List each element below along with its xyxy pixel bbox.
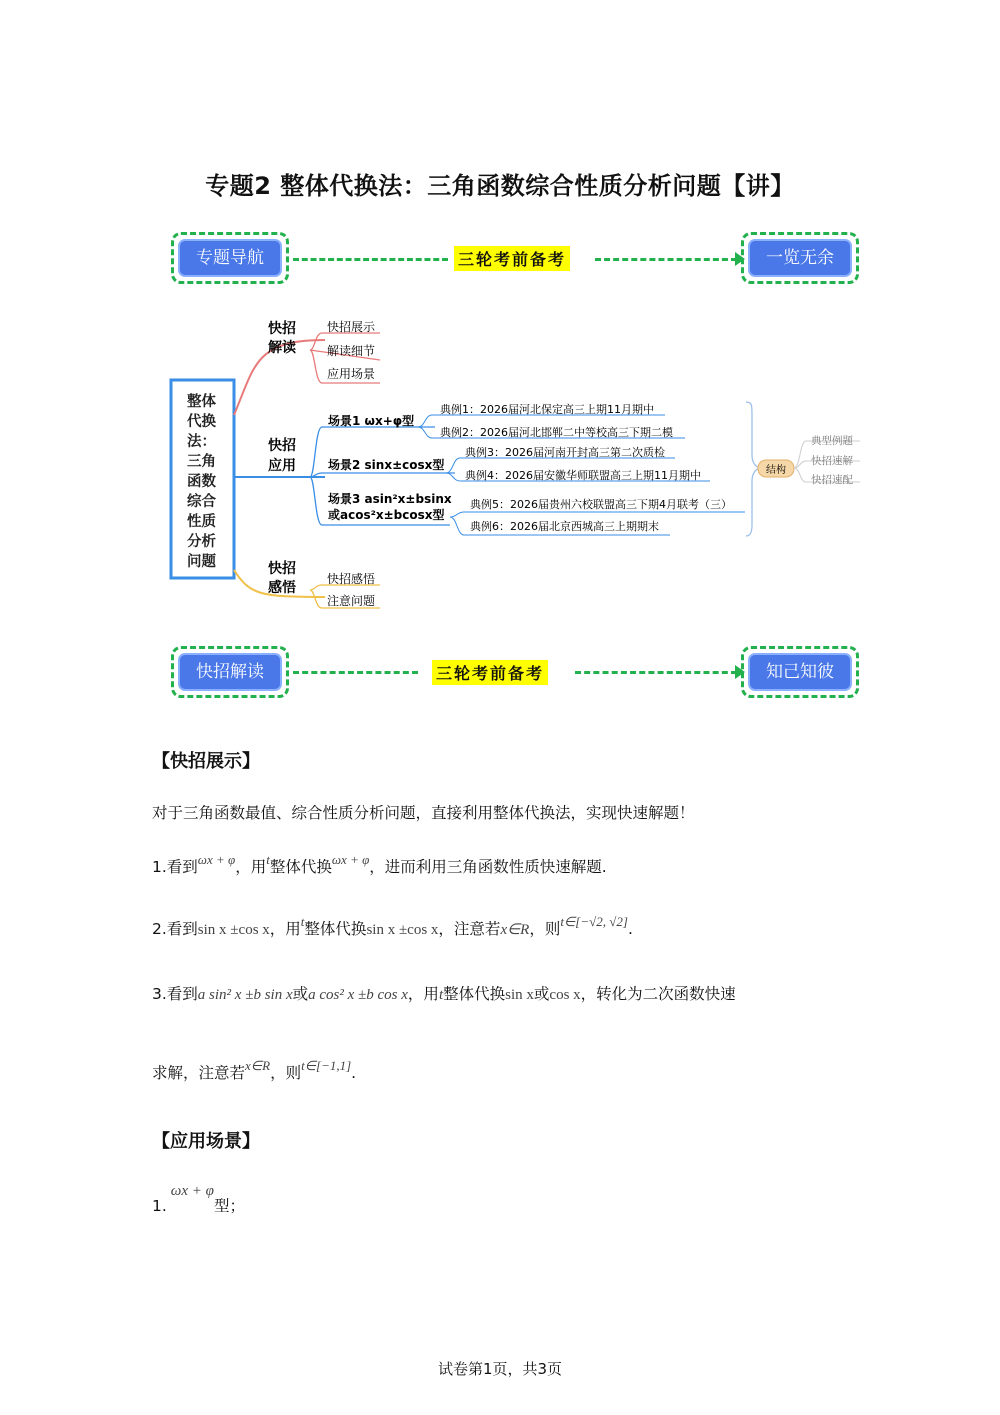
- nav-dash-line: [595, 258, 737, 261]
- mindmap-root-line: 整体: [187, 394, 216, 410]
- page-title: 专题2 整体代换法：三角函数综合性质分析问题【讲】: [205, 172, 795, 200]
- example-item: 典例3：2026届河南开封高三第二次质检: [465, 446, 665, 459]
- paragraph-5: 1.ωx + φ型；: [152, 1183, 245, 1215]
- nav-overview-button[interactable]: [741, 232, 859, 284]
- nav-interpret-label: 快招解读: [178, 653, 282, 691]
- page-footer: 试卷第1页，共3页: [437, 1360, 563, 1378]
- paragraph-3: 3.看到a sin² x ±b sin x或a cos² x ±b cos x，用t整体代换sin x或cos x，转化为二次函数快速: [152, 985, 736, 1003]
- paragraph-2: 2.看到sin x ±cos x，用$^t$整体代换sin x ±cos x，注意若x∈R，则$^{t\in[-√2, √2]}$.: [152, 914, 633, 938]
- branch1-item: 快招展示: [327, 320, 376, 334]
- scene1-label: 场景1 ωx+φ型: [328, 414, 415, 428]
- branch1-item: 解读细节: [327, 344, 376, 358]
- scene2-label: 场景2 sinx±cosx型: [328, 458, 445, 472]
- branch2-label-line1: 快招: [268, 438, 296, 454]
- structure-item: 快招速解: [811, 455, 853, 467]
- mindmap-root-line: 函数: [187, 474, 216, 490]
- branch1-label-line1: 快招: [268, 321, 296, 337]
- mindmap-root-text: [187, 392, 216, 570]
- branch2-label-line2: 应用: [268, 458, 296, 474]
- paragraph-4: 求解，注意若$^{x\in R}$，则$^{t\in[-1,1]}$.: [152, 1058, 357, 1082]
- paragraph-1: 1.看到$^{\omega x + \varphi}$，用$^t$整体代换$^{\omega x + \varphi}$，进而利用三角函数性质快速解题.: [152, 852, 607, 876]
- nav-dash-line: [293, 258, 448, 261]
- nav-topic-button[interactable]: [171, 232, 289, 284]
- example-item: 典例6：2026届北京西城高三上期期末: [470, 520, 659, 533]
- structure-item: 快招速配: [811, 474, 853, 486]
- branch3-label-line1: 快招: [268, 561, 296, 577]
- branch1-item: 应用场景: [327, 367, 376, 381]
- example-item: 典例4：2026届安徽华师联盟高三上期11月期中: [465, 469, 701, 482]
- section-heading-scenarios: 【应用场景】: [152, 1131, 260, 1152]
- nav-overview-label: 一览无余: [748, 239, 852, 277]
- nav-tag: 三轮考前备考: [432, 660, 548, 685]
- nav-interpret-button[interactable]: [171, 646, 289, 698]
- branch3-item: 注意问题: [327, 594, 376, 608]
- structure-item: 典型例题: [811, 435, 853, 447]
- mindmap-root-line: 法：: [187, 434, 216, 450]
- example-item: 典例1：2026届河北保定高三上期11月期中: [440, 403, 654, 416]
- scene3-label-line2: 或acos²x±bcosx型: [328, 508, 445, 522]
- mindmap-root-line: 综合: [187, 494, 216, 510]
- branch3-item: 快招感悟: [327, 572, 376, 586]
- example-item: 典例5：2026届贵州六校联盟高三下期4月联考（三）: [470, 498, 732, 511]
- nav-dash-line: [575, 671, 737, 674]
- mindmap-root-line: 代换: [187, 414, 216, 430]
- scene3-label-line1: 场景3 asin²x±bsinx: [328, 492, 452, 506]
- nav-know-label: 知己知彼: [748, 653, 852, 691]
- mindmap-root-line: 分析: [187, 534, 216, 550]
- mindmap-root-line: 性质: [187, 514, 216, 530]
- section-heading-showcase: 【快招展示】: [152, 751, 260, 772]
- mindmap-diagram: [160, 305, 880, 625]
- branch3-label-line2: 感悟: [268, 580, 296, 596]
- intro-paragraph: 对于三角函数最值、综合性质分析问题，直接利用整体代换法，实现快速解题！: [152, 804, 695, 822]
- nav-dash-line: [293, 671, 418, 674]
- nav-topic-label: 专题导航: [178, 239, 282, 277]
- mindmap-root-line: 问题: [187, 554, 216, 570]
- example-item: 典例2：2026届河北邯郸二中等校高三下期二模: [440, 426, 673, 439]
- nav-know-button[interactable]: [741, 646, 859, 698]
- structure-label: 结构: [766, 465, 786, 476]
- branch1-label-line2: 解读: [268, 340, 296, 356]
- mindmap-root-line: 三角: [187, 454, 216, 470]
- nav-tag: 三轮考前备考: [454, 246, 570, 271]
